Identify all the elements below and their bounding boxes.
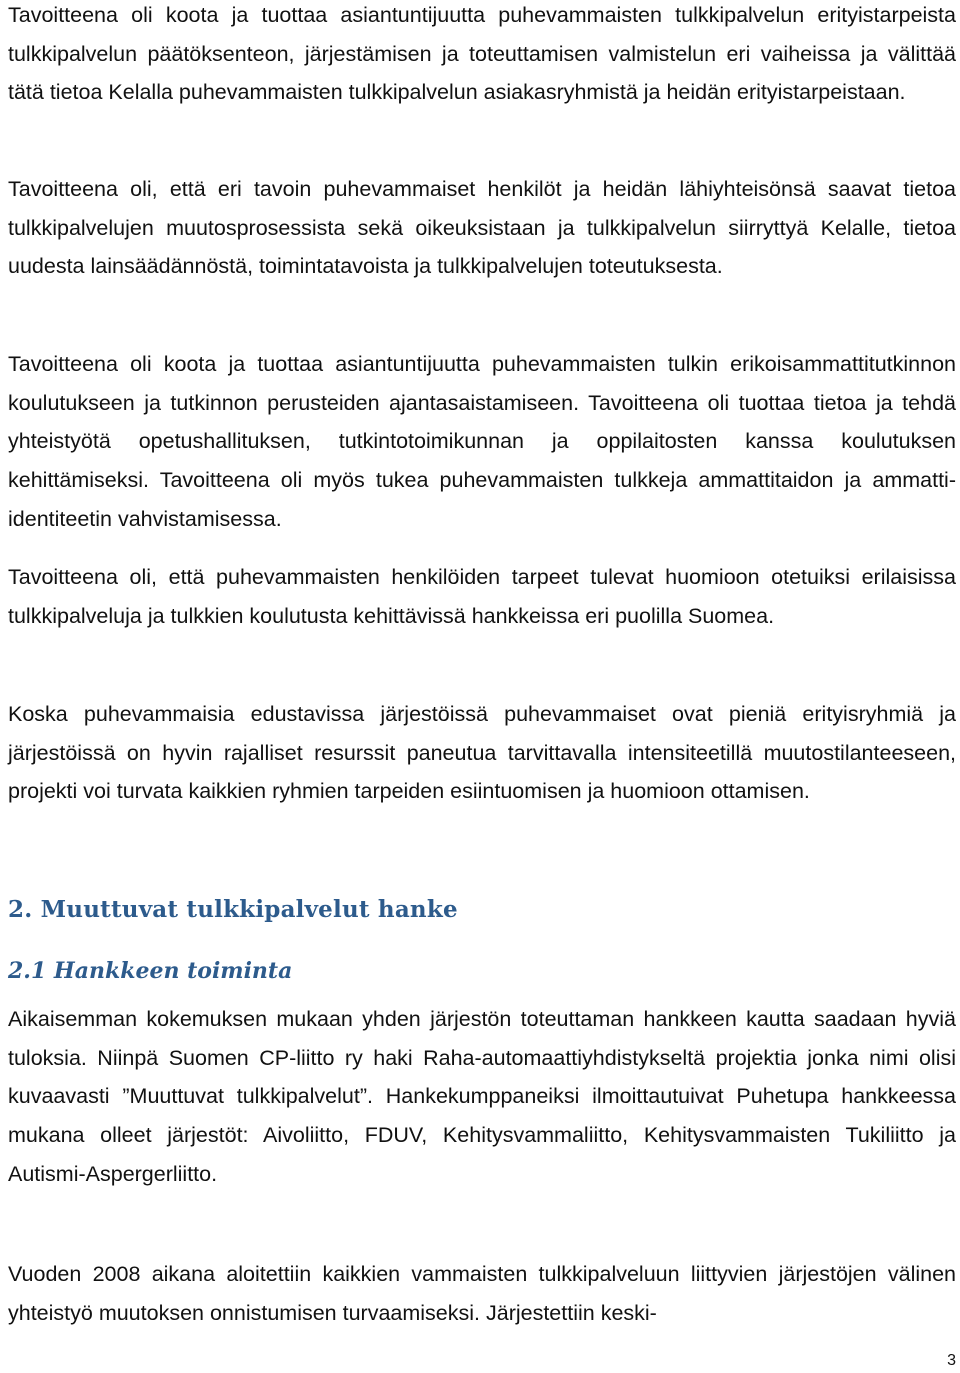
paragraph-cooperation: Vuoden 2008 aikana aloitettiin kaikkien vammaisten tulkkipalveluun liittyvien järjestöjen välinen yhteistyö muutoksen onnistumisen turvaamiseksi. Järjestettiin keski- [8, 1262, 956, 1325]
paragraph-project-background: Aikaisemman kokemuksen mukaan yhden järjestön toteuttaman hankkeen kautta saadaan hyviä tuloksia. Niinpä Suomen CP-liitto ry haki Raha-automaattiyhdistykseltä projektia jonka nimi olisi kuvaavasti ”Muuttuvat tulkkipalvelut”. Hankekumppaneiksi ilmoittautuivat Puhetupa hankkeessa mukana olleet järjestöt: Aivoliitto, FDUV, Kehitysvammaliitto, Kehitysvammaisten Tukiliitto ja Autismi-Aspergerliitto. [8, 1007, 956, 1186]
paragraph-goal-expertise: Tavoitteena oli koota ja tuottaa asiantuntijuutta puhevammaisten tulkkipalvelun erityistarpeista tulkkipalvelun päätöksenteon, järjestämisen ja toteuttamisen valmistelun eri vaiheissa ja välittää tätä tietoa Kelalla puhevammaisten tulkkipalvelun asiakasryhmistä ja heidän erityistarpeistaan. [8, 3, 956, 105]
paragraph-goal-information: Tavoitteena oli, että eri tavoin puhevammaiset henkilöt ja heidän lähiyhteisönsä saavat tietoa tulkkipalvelujen muutosprosessista sekä oikeuksistaan ja tulkkipalvelun siirryttyä Kelalle, tietoa uudesta lainsäädännöstä, toimintatavoista ja tulkkipalvelujen toteutuksesta. [8, 177, 956, 279]
paragraph-goal-needs: Tavoitteena oli, että puhevammaisten henkilöiden tarpeet tulevat huomioon otetuiksi erilaisissa tulkkipalveluja ja tulkkien koulutusta kehittävissä hankkeissa eri puolilla Suomea. [8, 565, 956, 628]
paragraph-resources: Koska puhevammaisia edustavissa järjestöissä puhevammaiset ovat pieniä erityisryhmiä ja järjestöissä on hyvin rajalliset resurssit paneutua tarvittavalla intensiteetillä muutostilanteeseen, projekti voi turvata kaikkien ryhmien tarpeiden esiintuomisen ja huomioon ottamisen. [8, 702, 956, 804]
subsection-heading: 2.1 Hankkeen toiminta [8, 958, 293, 984]
section-heading: 2. Muuttuvat tulkkipalvelut hanke [8, 896, 458, 923]
page-number: 3 [947, 1352, 956, 1369]
paragraph-goal-training: Tavoitteena oli koota ja tuottaa asiantuntijuutta puhevammaisten tulkin erikoisammattitutkinnon koulutukseen ja tutkinnon perusteiden ajantasaistamiseen. Tavoitteena oli tuottaa tietoa ja tehdä yhteistyötä opetushallituksen, tutkintotoimikunnan ja oppilaitosten kanssa koulutuksen kehittämiseksi. Tavoitteena oli myös tukea puhevammaisten tulkkeja ammattitaidon ja ammatti-identiteetin vahvistamisessa. [8, 352, 956, 531]
